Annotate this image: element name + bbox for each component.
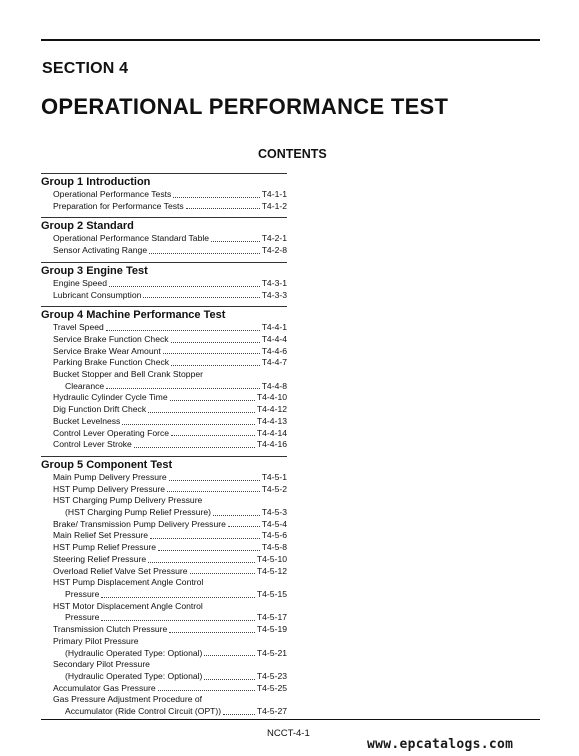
entry-title: Gas Pressure Adjustment Procedure of [53,694,203,705]
entry-line [53,683,287,695]
dot-leader [169,632,255,633]
entry-page: T4-4-13 [256,415,287,426]
toc-group [41,173,287,212]
entry-title: HST Pump Displacement Angle Control [53,577,204,588]
entry-line [53,392,287,404]
entry-line [53,346,287,358]
dot-leader [204,655,254,656]
entry-title: Transmission Clutch Pressure [53,624,168,635]
dot-leader [148,412,255,413]
entry-page: T4-3-1 [261,277,287,288]
toc-entry[interactable] [41,369,287,392]
entry-line [53,648,287,660]
toc-entry[interactable] [41,624,287,636]
toc-entry[interactable] [41,530,287,542]
entry-title: Engine Speed [53,277,107,288]
entry-line [53,439,287,451]
entry-page: T4-5-2 [261,483,287,494]
entry-title: Operational Performance Standard Table [53,233,210,244]
entry-page: T4-5-12 [256,565,287,576]
entry-page: T4-4-7 [261,357,287,368]
entry-line [53,290,287,302]
entry-page: T4-3-3 [261,289,287,300]
toc-entry[interactable] [41,334,287,346]
entry-page: T4-1-2 [261,200,287,211]
entry-page: T4-4-16 [256,439,287,450]
entry-title-continued: (Hydraulic Operated Type: Optional) [65,670,203,681]
entry-line [53,519,287,531]
entry-title: Secondary Pilot Pressure [53,659,150,670]
toc-entry[interactable] [41,566,287,578]
entry-title: Main Pump Delivery Pressure [53,471,167,482]
entry-page: T4-5-19 [256,624,287,635]
toc-entry[interactable] [41,694,287,717]
toc-entry[interactable] [41,290,287,302]
entry-title: Service Brake Wear Amount [53,345,161,356]
entry-title: Main Relief Set Pressure [53,530,149,541]
toc-entry[interactable] [41,416,287,428]
toc-entry[interactable] [41,245,287,257]
toc-entry[interactable] [41,346,287,358]
dot-leader [163,353,260,354]
entry-page: T4-5-4 [261,518,287,529]
entry-title: Bucket Stopper and Bell Crank Stopper [53,369,204,380]
entry-page: T4-5-23 [256,670,287,681]
entry-page: T4-5-1 [261,471,287,482]
group-title: Group 4 Machine Performance Test [41,309,226,322]
entry-line [53,278,287,290]
entry-title: Control Lever Stroke [53,439,132,450]
entry-page: T4-5-15 [256,588,287,599]
group-title: Group 3 Engine Test [41,264,148,277]
contents-heading: CONTENTS [258,147,327,161]
entry-line [53,201,287,213]
entry-line [53,566,287,578]
toc-group [41,456,287,718]
entry-line [53,334,287,346]
page-number: NCCT-4-1 [267,728,310,739]
dot-leader [134,447,255,448]
dot-leader [213,515,260,516]
entry-line [53,671,287,683]
toc-entry[interactable] [41,519,287,531]
entry-page: T4-4-4 [261,333,287,344]
dot-leader [190,573,255,574]
toc-entry[interactable] [41,683,287,695]
entry-title-continued: Pressure [65,588,100,599]
entry-title: Parking Brake Function Check [53,357,170,368]
dot-leader [173,197,259,198]
entry-line [53,416,287,428]
entry-line [53,484,287,496]
dot-leader [211,241,260,242]
toc-entry[interactable] [41,278,287,290]
entry-page: T4-4-1 [261,322,287,333]
entry-line [53,542,287,554]
entry-title: Bucket Levelness [53,415,121,426]
bottom-rule [41,719,540,720]
entry-page: T4-2-1 [261,233,287,244]
dot-leader [171,342,260,343]
entry-title: Lubricant Consumption [53,289,142,300]
entry-line [53,612,287,624]
toc-entry[interactable] [41,189,287,201]
entry-line [53,233,287,245]
dot-leader [122,424,255,425]
entry-line [53,554,287,566]
dot-leader [150,538,260,539]
toc-entry[interactable] [41,472,287,484]
toc-entry[interactable] [41,428,287,440]
toc-entry[interactable] [41,439,287,451]
dot-leader [101,597,255,598]
dot-leader [204,679,254,680]
toc-entry[interactable] [41,636,287,659]
entry-page: T4-5-27 [256,706,287,717]
toc-entry[interactable] [41,495,287,518]
entry-title-continued: Clearance [65,380,105,391]
entry-line [53,706,287,718]
entry-line [53,624,287,636]
entry-title: Overload Relief Valve Set Pressure [53,565,188,576]
entry-title: HST Charging Pump Delivery Pressure [53,495,203,506]
entry-title-continued: Accumulator (Ride Control Circuit (OPT)) [65,706,222,717]
entry-line [53,472,287,484]
dot-leader [223,714,255,715]
entry-page: T4-5-6 [261,530,287,541]
entry-title: Dig Function Drift Check [53,404,147,415]
toc-entry[interactable] [41,404,287,416]
section-title: OPERATIONAL PERFORMANCE TEST [41,94,449,119]
entry-line [53,404,287,416]
dot-leader [169,480,260,481]
entry-title: Travel Speed [53,322,104,333]
entry-page: T4-4-6 [261,345,287,356]
toc-entry[interactable] [41,233,287,245]
watermark: www.epcatalogs.com [367,737,514,752]
group-title: Group 2 Standard [41,220,134,233]
toc-entry[interactable] [41,542,287,554]
entry-line [53,381,287,393]
entry-line [53,589,287,601]
entry-title: Sensor Activating Range [53,245,148,256]
dot-leader [148,562,255,563]
entry-page: T4-5-3 [261,507,287,518]
toc-group [41,217,287,256]
entry-title: Steering Relief Pressure [53,553,147,564]
entry-title: HST Pump Delivery Pressure [53,483,166,494]
dot-leader [186,208,260,209]
dot-leader [167,491,260,492]
entry-title: Operational Performance Tests [53,189,172,199]
entry-title: HST Pump Relief Pressure [53,542,157,553]
group-title: Group 5 Component Test [41,458,173,471]
dot-leader [228,526,260,527]
dot-leader [171,435,255,436]
toc-entry[interactable] [41,322,287,334]
toc-entry[interactable] [41,554,287,566]
entry-line [53,245,287,257]
entry-title: Preparation for Performance Tests [53,200,184,211]
section-label: SECTION 4 [42,60,129,77]
entry-title: Service Brake Function Check [53,333,169,344]
entry-title-continued: (HST Charging Pump Relief Pressure) [65,507,211,518]
dot-leader [149,253,260,254]
entry-line [53,428,287,440]
entry-title: Brake/ Transmission Pump Delivery Pressure [53,518,226,529]
entry-title-continued: Pressure [65,612,100,623]
dot-leader [106,388,260,389]
entry-title: HST Motor Displacement Angle Control [53,600,203,611]
toc-entry[interactable] [41,392,287,404]
entry-title: Hydraulic Cylinder Cycle Time [53,392,168,403]
dot-leader [158,550,260,551]
toc-group [41,262,287,301]
entry-page: T4-5-17 [256,612,287,623]
table-of-contents [41,173,287,723]
toc-entry[interactable] [41,484,287,496]
dot-leader [143,297,259,298]
top-rule [41,39,540,41]
entry-page: T4-2-8 [261,245,287,256]
dot-leader [158,690,255,691]
entry-page: T4-5-10 [256,553,287,564]
entry-title-continued: (Hydraulic Operated Type: Optional) [65,647,203,658]
toc-entry[interactable] [41,601,287,624]
entry-title: Accumulator Gas Pressure [53,682,156,693]
group-title: Group 1 Introduction [41,176,151,188]
entry-page: T4-1-1 [261,189,287,199]
dot-leader [101,620,255,621]
entry-page: T4-4-14 [256,427,287,438]
dot-leader [109,286,260,287]
entry-page: T4-5-25 [256,682,287,693]
entry-title: Control Lever Operating Force [53,427,170,438]
toc-entry[interactable] [41,357,287,369]
entry-line [53,322,287,334]
entry-line [53,530,287,542]
entry-line [53,507,287,519]
entry-line [53,357,287,369]
entry-page: T4-5-21 [256,647,287,658]
entry-title: Primary Pilot Pressure [53,635,139,646]
dot-leader [170,400,255,401]
entry-page: T4-4-12 [256,404,287,415]
entry-page: T4-5-8 [261,542,287,553]
dot-leader [106,330,260,331]
toc-entry[interactable] [41,201,287,213]
entry-page: T4-4-10 [256,392,287,403]
toc-group [41,306,287,451]
entry-line [53,189,287,201]
toc-entry[interactable] [41,577,287,600]
entry-page: T4-4-8 [261,380,287,391]
dot-leader [171,365,260,366]
toc-entry[interactable] [41,659,287,682]
